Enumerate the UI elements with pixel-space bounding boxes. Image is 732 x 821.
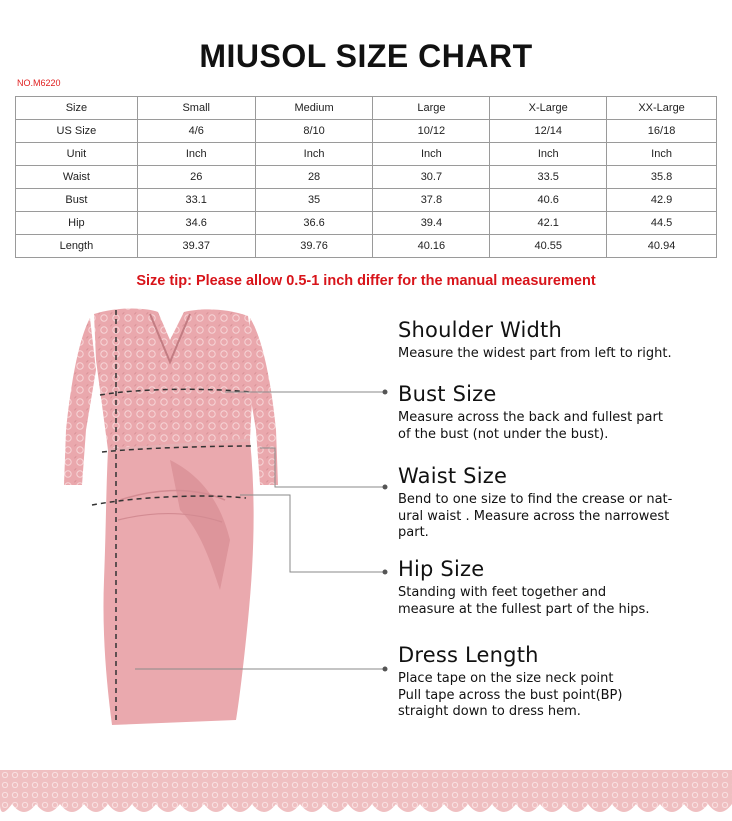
dress-illustration	[50, 300, 310, 730]
chart-title: MIUSOL SIZE CHART	[199, 38, 533, 74]
table-cell: Inch	[137, 143, 255, 166]
table-cell: Length	[16, 235, 138, 258]
section-heading: Shoulder Width	[398, 318, 563, 342]
model-number: NO.M6220	[17, 78, 61, 88]
table-cell: 44.5	[607, 212, 717, 235]
table-cell: 39.4	[373, 212, 490, 235]
table-row	[16, 212, 717, 235]
table-cell: 8/10	[255, 120, 373, 143]
table-cell: 4/6	[137, 120, 255, 143]
table-cell: 10/12	[373, 120, 490, 143]
section-heading: Waist Size	[398, 464, 508, 488]
table-cell: 12/14	[490, 120, 607, 143]
section-text: Bend to one size to find the crease or nat- ural waist . Measure across the narrowest part.	[398, 492, 673, 540]
table-cell: Medium	[255, 97, 373, 120]
table-cell: 34.6	[137, 212, 255, 235]
section-waist-size	[398, 464, 698, 542]
table-row	[16, 235, 717, 258]
table-cell: 26	[137, 166, 255, 189]
table-cell: 40.6	[490, 189, 607, 212]
section-bust-size	[398, 382, 698, 443]
table-row	[16, 143, 717, 166]
table-cell: 33.5	[490, 166, 607, 189]
table-cell: Small	[137, 97, 255, 120]
section-text: Place tape on the size neck point Pull tape across the bust point(BP) straight down to dress hem.	[398, 671, 623, 719]
section-text: Measure the widest part from left to right.	[398, 346, 672, 361]
table-cell: Waist	[16, 166, 138, 189]
table-cell: 36.6	[255, 212, 373, 235]
section-text: Standing with feet together and measure at the fullest part of the hips.	[398, 585, 650, 617]
section-heading: Dress Length	[398, 643, 539, 667]
table-cell: 33.1	[137, 189, 255, 212]
table-row	[16, 120, 717, 143]
table-cell: 42.1	[490, 212, 607, 235]
table-cell: 35.8	[607, 166, 717, 189]
table-cell: 16/18	[607, 120, 717, 143]
table-cell: 39.37	[137, 235, 255, 258]
table-cell: Hip	[16, 212, 138, 235]
table-cell: 30.7	[373, 166, 490, 189]
lace-border	[0, 770, 732, 821]
size-tip: Size tip: Please allow 0.5-1 inch differ for the manual measurement	[136, 273, 596, 289]
table-cell: 37.8	[373, 189, 490, 212]
section-heading: Bust Size	[398, 382, 497, 406]
size-table	[15, 96, 717, 258]
section-heading: Hip Size	[398, 557, 485, 581]
section-shoulder-width	[398, 318, 698, 363]
table-cell: Inch	[255, 143, 373, 166]
section-hip-size	[398, 557, 698, 618]
table-cell: XX-Large	[607, 97, 717, 120]
table-cell: Size	[16, 97, 138, 120]
table-cell: 28	[255, 166, 373, 189]
table-cell: US Size	[16, 120, 138, 143]
table-row	[16, 166, 717, 189]
section-dress-length	[398, 643, 698, 721]
table-cell: Unit	[16, 143, 138, 166]
table-cell: Inch	[607, 143, 717, 166]
table-cell: 40.94	[607, 235, 717, 258]
table-row	[16, 97, 717, 120]
section-text: Measure across the back and fullest part of the bust (not under the bust).	[398, 410, 663, 442]
table-cell: 35	[255, 189, 373, 212]
table-cell: 42.9	[607, 189, 717, 212]
table-cell: X-Large	[490, 97, 607, 120]
table-cell: Bust	[16, 189, 138, 212]
table-cell: Large	[373, 97, 490, 120]
table-cell: 40.55	[490, 235, 607, 258]
table-cell: 39.76	[255, 235, 373, 258]
table-row	[16, 189, 717, 212]
table-cell: Inch	[373, 143, 490, 166]
table-cell: 40.16	[373, 235, 490, 258]
table-cell: Inch	[490, 143, 607, 166]
